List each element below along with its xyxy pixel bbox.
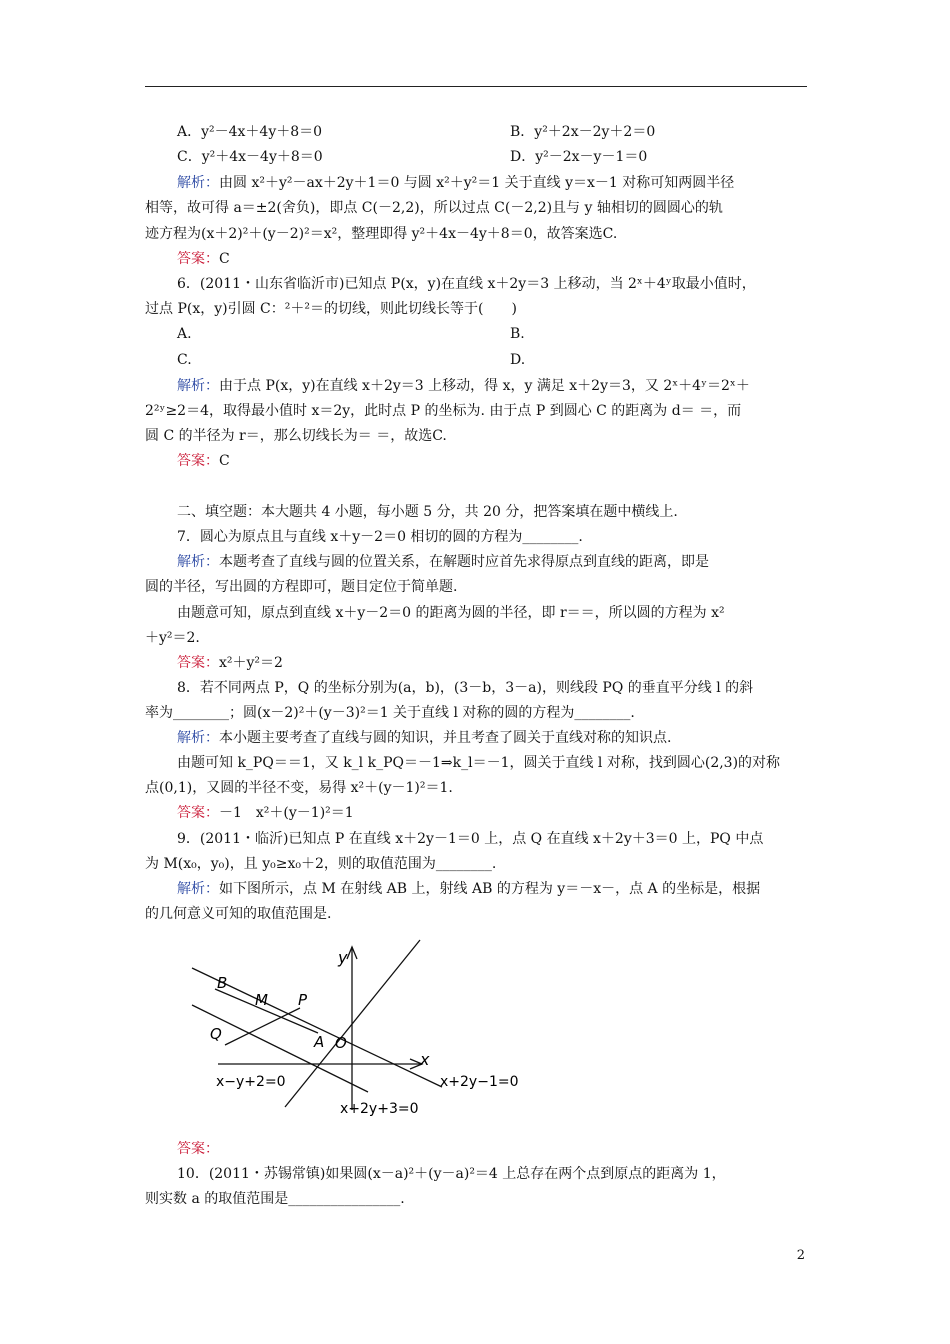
q8-line2: 率为________；圆(x－2)²＋(y－3)²＝1 关于直线 l 对称的圆的方程为________. <box>145 705 635 721</box>
answer-label: 答案： <box>177 655 219 671</box>
label-line-x-minus-y-plus-2: x−y+2=0 <box>216 1074 286 1090</box>
header-rule <box>145 86 807 87</box>
q5-option-b: B．y²＋2x－2y＋2＝0 <box>510 124 656 140</box>
label-m: M <box>255 991 268 1009</box>
q6-option-a: A. <box>177 326 192 342</box>
q5-option-a: A．y²－4x＋4y＋8＝0 <box>177 124 323 140</box>
label-p: P <box>298 991 308 1009</box>
q7-solution-line1: 解析：本题考查了直线与圆的位置关系，在解题时应首先求得原点到直线的距离，即是 <box>177 554 709 570</box>
page-number: 2 <box>796 1248 805 1263</box>
q6-option-d: D. <box>510 352 526 368</box>
q7-answer: 答案：x²＋y²＝2 <box>177 655 283 671</box>
line-x-plus-2y-minus-1 <box>192 968 442 1087</box>
q9-line2: 为 M(x₀，y₀)，且 y₀≥x₀＋2，则的取值范围为________. <box>145 856 497 872</box>
solution-label: 解析： <box>177 881 219 897</box>
q6-option-c: C. <box>177 352 192 368</box>
q7-solution-line2: 圆的半径，写出圆的方程即可，题目定位于简单题. <box>145 579 458 595</box>
q9-answer <box>177 1139 219 1159</box>
q10-line1: 10．(2011・苏锡常镇)如果圆(x－a)²＋(y－a)²＝4 上总存在两个点到原点的距离为 1， <box>177 1166 726 1182</box>
section-heading: 二、填空题：本大题共 4 小题，每小题 5 分，共 20 分，把答案填在题中横线上. <box>177 504 678 520</box>
q10-line2: 则实数 a 的取值范围是________________. <box>145 1191 405 1207</box>
label-line-x-plus-2y-minus-1: x+2y−1=0 <box>440 1074 519 1090</box>
q9-solution-line2: 的几何意义可知的取值范围是. <box>145 906 332 922</box>
q5-solution-line1: 解析：由圆 x²＋y²－ax＋2y＋1＝0 与圆 x²＋y²＝1 关于直线 y＝x－1 对称可知两圆半径 <box>177 175 735 191</box>
q5-option-c: C．y²＋4x－4y＋8＝0 <box>177 149 323 165</box>
label-a: A <box>314 1033 325 1051</box>
q6-line1: 6．(2011・山东省临沂市)已知点 P(x，y)在直线 x＋2y＝3 上移动，当 2ˣ＋4ʸ取最小值时， <box>177 276 756 292</box>
q6-solution-line3: 圆 C 的半径为 r＝，那么切线长为＝ ＝，故选C. <box>145 428 447 444</box>
q8-solution-line3: 点(0,1)，又圆的半径不变，易得 x²＋(y－1)²＝1. <box>145 780 453 796</box>
q8-line1: 8．若不同两点 P，Q 的坐标分别为(a，b)，(3－b，3－a)，则线段 PQ 的垂直平分线 l 的斜 <box>177 680 754 696</box>
solution-label: 解析： <box>177 175 219 191</box>
line-diagram <box>190 935 530 1120</box>
q5-answer: 答案：C <box>177 251 230 267</box>
q6-answer: 答案：C <box>177 453 230 469</box>
q6-option-b: B. <box>510 326 525 342</box>
answer-label: 答案： <box>177 805 219 821</box>
q8-answer: 答案：－1 x²＋(y－1)²＝1 <box>177 805 354 821</box>
label-o: O <box>335 1034 347 1052</box>
q8-solution-line1: 解析：本小题主要考查了直线与圆的知识，并且考查了圆关于直线对称的知识点. <box>177 730 672 746</box>
q6-solution-line2: 2²ʸ≥2＝4，取得最小值时 x＝2y，此时点 P 的坐标为. 由于点 P 到圆心 C 的距离为 d＝ ＝，而 <box>145 403 742 419</box>
answer-label: 答案： <box>177 251 219 267</box>
q8-solution-line2: 由题可知 k_PQ＝＝1，又 k_l k_PQ＝－1⇒k_l＝－1，圆关于直线 l 对称，找到圆心(2,3)的对称 <box>177 755 781 771</box>
q7-question: 7．圆心为原点且与直线 x＋y－2＝0 相切的圆的方程为________. <box>177 529 583 545</box>
answer-label: 答案： <box>177 453 219 469</box>
q7-solution-line3: 由题意可知，原点到直线 x＋y－2＝0 的距离为圆的半径，即 r＝＝，所以圆的方程为 x² <box>177 605 725 621</box>
q5-solution-line2: 相等，故可得 a＝±2(舍负)，即点 C(－2,2)，所以过点 C(－2,2)且与 y 轴相切的圆圆心的轨 <box>145 200 723 216</box>
solution-label: 解析： <box>177 378 219 394</box>
label-b: B <box>217 974 228 992</box>
solution-label: 解析： <box>177 554 219 570</box>
label-x-axis: x <box>420 1050 430 1069</box>
q9-line1: 9．(2011・临沂)已知点 P 在直线 x＋2y－1＝0 上，点 Q 在直线 x＋2y＋3＝0 上，PQ 中点 <box>177 831 764 847</box>
q9-solution-line1: 解析：如下图所示，点 M 在射线 AB 上，射线 AB 的方程为 y＝－x－，点 A 的坐标是，根据 <box>177 881 761 897</box>
label-y-axis: y <box>338 948 348 967</box>
q7-solution-line4: ＋y²＝2. <box>145 630 200 646</box>
q6-solution-line1: 解析：由于点 P(x，y)在直线 x＋2y＝3 上移动，得 x，y 满足 x＋2y＝3，又 2ˣ＋4ʸ＝2ˣ＋ <box>177 378 750 394</box>
answer-label: 答案： <box>177 1141 219 1157</box>
q6-line2: 过点 P(x，y)引圆 C：²＋²＝的切线，则此切线长等于( ) <box>145 301 517 317</box>
solution-label: 解析： <box>177 730 219 746</box>
label-line-x-plus-2y-plus-3: x+2y+3=0 <box>340 1101 419 1117</box>
q5-solution-line3: 迹方程为(x＋2)²＋(y－2)²＝x²，整理即得 y²＋4x－4y＋8＝0，故答案选C. <box>145 226 618 242</box>
q5-option-d: D．y²－2x－y－1＝0 <box>510 149 648 165</box>
label-q: Q <box>210 1025 222 1043</box>
